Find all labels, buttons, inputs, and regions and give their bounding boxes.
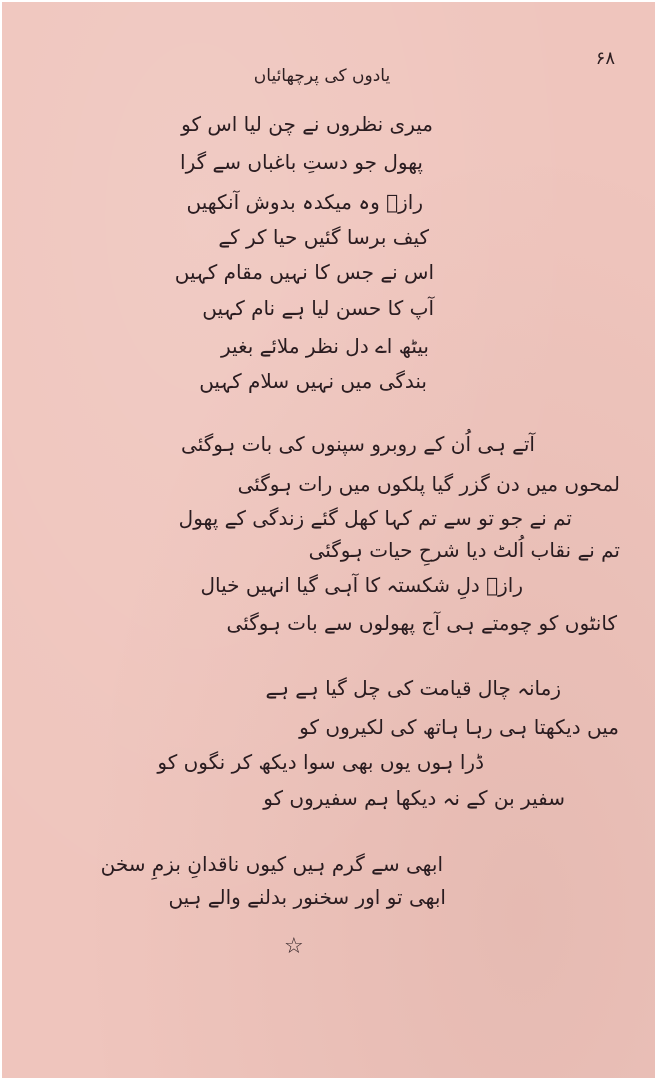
verse-line: لمحوں میں دن گزر گیا پلکوں میں رات ہوگئی [237, 472, 620, 496]
page-number: ۶۸ [595, 48, 615, 69]
verse-line: آتے ہی اُن کے روبرو سپنوں کی بات ہوگئی [181, 432, 535, 456]
verse-line: آپ کا حسن لیا ہے نام کہیں [202, 296, 434, 320]
verse-line: تم نے نقاب اُلٹ دیا شرحِ حیات ہوگئی [308, 538, 620, 562]
verse-line: ابھی تو اور سخنور بدلنے والے ہیں [168, 885, 446, 909]
book-page [2, 2, 655, 1078]
verse-line: سفیر بن کے نہ دیکھا ہم سفیروں کو [263, 786, 565, 810]
verse-line: بیٹھ اے دل نظر ملائے بغیر [221, 334, 429, 358]
verse-line: رازؔ دلِ شکستہ کا آہی گیا انہیں خیال [200, 573, 523, 597]
verse-line: زمانہ چال قیامت کی چل گیا ہے ہے [265, 676, 561, 700]
verse-line: رازؔ وہ میکدہ بدوش آنکھیں [186, 190, 423, 214]
running-head: یادوں کی پرچھائیاں [253, 66, 391, 86]
verse-line: ڈرا ہوں یوں بھی سوا دیکھ کر نگوں کو [157, 750, 484, 774]
verse-line: تم نے جو تو سے تم کہا کھل گئے زندگی کے پھول [178, 506, 572, 530]
verse-line: میری نظروں نے چن لیا اس کو [181, 112, 433, 136]
verse-line: بندگی میں نہیں سلام کہیں [199, 369, 427, 393]
verse-line: پھول جو دستِ باغباں سے گرا [180, 150, 423, 174]
verse-line: میں دیکھتا ہی رہا ہاتھ کی لکیروں کو [299, 715, 619, 739]
verse-line: کانٹوں کو چومتے ہی آج پھولوں سے بات ہوگئی [226, 611, 617, 635]
verse-line: اس نے جس کا نہیں مقام کہیں [174, 260, 434, 284]
end-mark-icon: ☆ [284, 934, 304, 959]
verse-line: ابھی سے گرم ہیں کیوں ناقدانِ بزمِ سخن [100, 852, 443, 876]
verse-line: کیف برسا گئیں حیا کر کے [218, 225, 429, 249]
